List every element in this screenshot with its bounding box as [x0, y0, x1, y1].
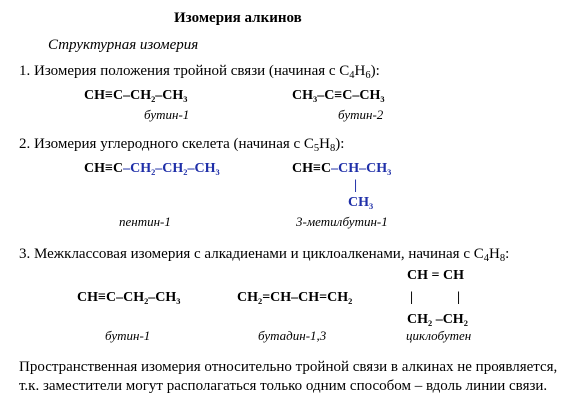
formula-butyne-2: CH₃–C≡C–CH₃	[292, 88, 385, 103]
cyclobutene-bottom: CH₂ –CH₂	[407, 312, 468, 327]
methyl-branch: CH₃	[348, 195, 374, 210]
name-butyne-2: бутин-2	[338, 107, 384, 122]
cyclobutene-top: CH = CH	[407, 268, 464, 283]
formula-butyne-1-isomer: CH≡C–CH₂–CH₃	[77, 290, 181, 305]
cyclobutene-bond-right: |	[457, 290, 461, 305]
subtitle: Структурная изомерия	[48, 37, 199, 53]
cyclobutene-bond-left: |	[410, 290, 414, 305]
section1-heading: 1. Изомерия положения тройной связи (начиная с $C_4H_6$):	[19, 63, 380, 81]
formula-butadiene: CH₂=CH–CH=CH₂	[237, 290, 353, 305]
formula-butyne-1: CH≡C–CH₂–CH₃	[84, 88, 188, 103]
name-cyclobutene: циклобутен	[406, 328, 472, 343]
methyl-branch-bond: |	[354, 178, 358, 193]
stereo-note-paragraph: Пространственная изомерия относительно тройной связи в алкинах не проявляется, т.к. заместители могут располагаться только одним способом – вдоль линии связи.	[19, 359, 558, 394]
name-butyne-1-isomer: бутин-1	[105, 328, 151, 343]
name-pentyne-1: пентин-1	[119, 214, 171, 229]
page-title: Изомерия алкинов	[174, 10, 302, 26]
name-methylbutyne: 3-метилбутин-1	[296, 214, 388, 229]
section2-heading: 2. Изомерия углеродного скелета (начиная с $C_5H_8$):	[19, 136, 345, 154]
section3-heading: 3. Межклассовая изомерия с алкадиенами и циклоалкенами, начиная с $C_4H_8$:	[19, 246, 510, 264]
name-butadiene: бутадин-1,3	[258, 328, 327, 343]
name-butyne-1: бутин-1	[144, 107, 190, 122]
formula-methylbutyne: CH≡C–CH–CH₃	[292, 161, 392, 176]
formula-pentyne-1: CH≡C–CH₂–CH₂–CH₃	[84, 161, 220, 176]
